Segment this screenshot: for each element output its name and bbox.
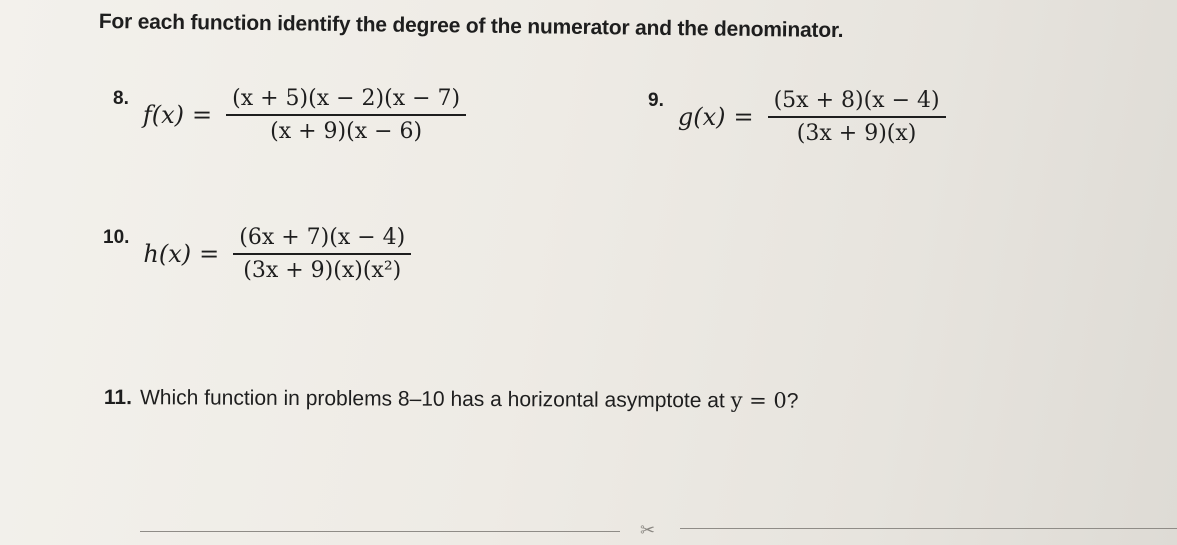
problem-8: [113, 86, 466, 144]
footer-rule-right: [680, 528, 1177, 529]
question-11: [104, 385, 799, 414]
numerator: (5x + 8)(x − 4): [773, 88, 940, 113]
problem-9: [648, 88, 946, 146]
instructions-heading: For each function identify the degree of the numerator and the denominator.: [98, 10, 844, 43]
numerator: (6x + 7)(x − 4): [239, 225, 406, 250]
numerator: (x + 5)(x − 2)(x − 7): [232, 86, 461, 111]
function-name: h(x): [143, 240, 192, 268]
footer-rule-left: [140, 531, 620, 532]
scissors-icon: ✂: [640, 520, 656, 540]
function-name: g(x): [677, 103, 726, 131]
problem-number: 9.: [648, 90, 664, 111]
denominator: (x + 9)(x − 6): [270, 119, 423, 144]
fraction: [233, 225, 411, 283]
question-end: ?: [786, 389, 799, 413]
equals-sign: =: [192, 101, 213, 129]
problem-10: [103, 225, 411, 283]
fraction: [768, 88, 946, 146]
equals-sign: =: [199, 240, 220, 268]
problem-number: 10.: [103, 227, 130, 248]
question-text: Which function in problems 8–10 has a horizontal asymptote at: [139, 386, 725, 413]
question-number: 11.: [103, 386, 133, 410]
equals-sign: =: [733, 103, 754, 131]
question-math: y = 0: [730, 388, 787, 413]
fraction: [226, 86, 466, 144]
denominator: (3x + 9)(x): [796, 121, 917, 146]
denominator: (3x + 9)(x)(x²): [243, 258, 402, 283]
function-name: f(x): [142, 101, 185, 129]
problem-number: 8.: [113, 88, 129, 109]
